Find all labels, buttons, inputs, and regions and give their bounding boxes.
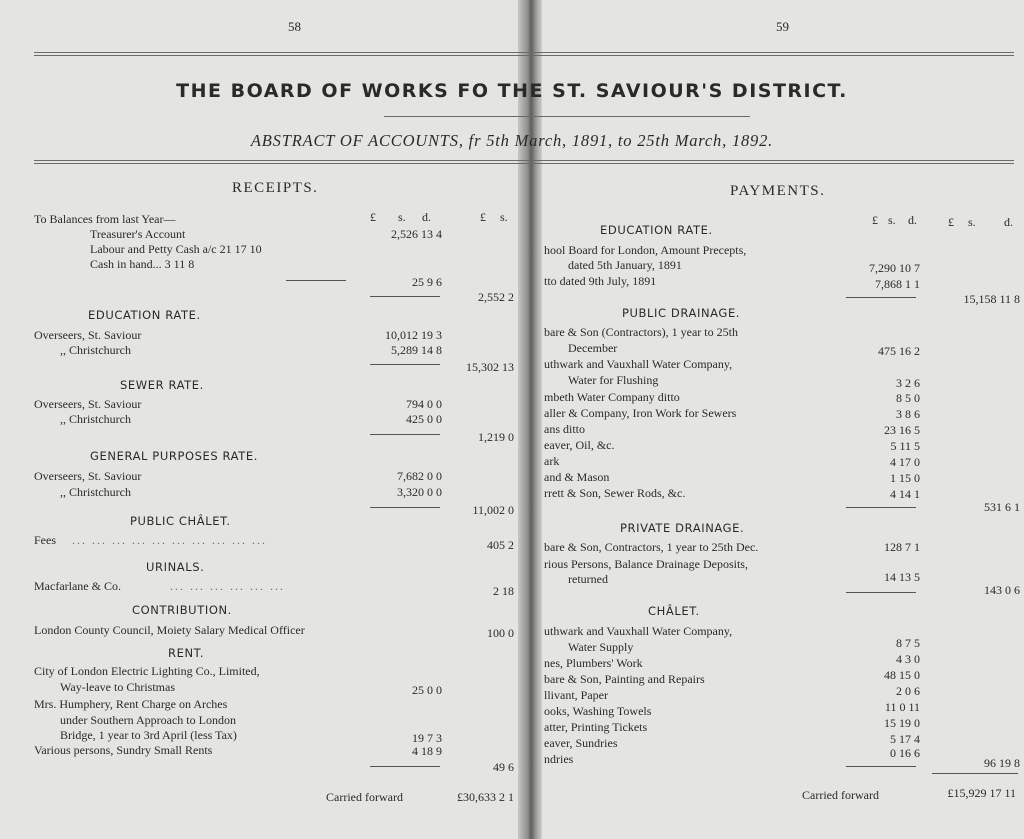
private-drainage-total: 143 0 6: [984, 583, 1020, 597]
chalet-row-label: atter, Printing Tickets: [544, 720, 648, 734]
drainage-row-amount: 475 16 2: [878, 344, 920, 358]
chalet-row-amount: 8 7 5: [896, 636, 920, 650]
drainage-row-label: uthwark and Vauxhall Water Company,: [544, 357, 733, 371]
general-row-amount: 3,320 0 0: [397, 485, 442, 499]
public-drainage-total: 531 6 1: [984, 500, 1020, 514]
book-gutter: [518, 0, 542, 839]
rent-line: Various persons, Sundry Small Rents: [34, 743, 213, 757]
drainage-row-label: December: [568, 341, 618, 355]
drainage-row-label: eaver, Oil, &c.: [544, 438, 615, 452]
fees-label: Fees: [34, 533, 56, 547]
drainage-row-label: ans ditto: [544, 422, 585, 436]
drainage-row-label: mbeth Water Company ditto: [544, 390, 680, 404]
chalet-row-label: uthwark and Vauxhall Water Company,: [544, 624, 733, 638]
chalet-row-amount: 4 3 0: [896, 652, 920, 666]
balances-label: To Balances from last Year—: [34, 212, 176, 226]
rule: [370, 296, 440, 297]
education-line: tto dated 9th July, 1891: [544, 274, 657, 288]
public-drainage-heading: PUBLIC DRAINAGE.: [622, 306, 741, 320]
rule: [370, 766, 440, 767]
rent-amount: 4 18 9: [412, 744, 442, 758]
drainage-row-amount: 23 16 5: [884, 423, 920, 437]
drainage-row-label: bare & Son (Contractors), 1 year to 25th: [544, 325, 738, 339]
sewer-total: 1,219 0: [478, 430, 514, 444]
drainage-row-amount: 3 8 6: [896, 407, 920, 421]
drainage-row-label: Water for Flushing: [568, 373, 659, 387]
rule: [370, 364, 440, 365]
public-chalet-heading: PUBLIC CHÂLET.: [130, 514, 231, 528]
sewer-row-amount: 425 0 0: [406, 412, 442, 426]
contribution-label: London County Council, Moiety Salary Medical Officer: [34, 623, 305, 637]
education-rate-heading: EDUCATION RATE.: [88, 308, 201, 322]
chalet-row-label: nes, Plumbers' Work: [544, 656, 643, 670]
education-row-label: Overseers, St. Saviour: [34, 328, 142, 342]
col-pounds-total: £: [948, 215, 954, 229]
general-purposes-heading: GENERAL PURPOSES RATE.: [90, 449, 258, 463]
payments-carried-total: £15,929 17 11: [947, 786, 1016, 800]
leader-dots: ... ... ... ... ... ...: [170, 579, 285, 593]
sewer-row-amount: 794 0 0: [406, 397, 442, 411]
education-amount: 7,868 1 1: [875, 277, 920, 291]
chalet-total: 96 19 8: [984, 756, 1020, 770]
rent-amount: 19 7 3: [412, 731, 442, 745]
rent-line: Bridge, 1 year to 3rd April (less Tax): [60, 728, 237, 742]
page-number-left: 58: [288, 19, 301, 34]
leader-dots: ... ... ... ... ... ... ... ... ... ...: [72, 533, 267, 547]
rule: [932, 773, 1018, 774]
general-row-label: ,, Christchurch: [60, 485, 131, 499]
private-drainage-line: rious Persons, Balance Drainage Deposits,: [544, 557, 748, 571]
document-title: THE BOARD OF WORKS FO THE ST. SAVIOUR'S DISTRICT.: [176, 80, 848, 102]
col-shillings-total: s.: [500, 210, 508, 224]
general-total: 11,002 0: [472, 503, 514, 517]
private-drainage-heading: PRIVATE DRAINAGE.: [620, 521, 745, 535]
chalet-row-amount: 15 19 0: [884, 716, 920, 730]
col-pence-total: d.: [1004, 215, 1013, 229]
rule: [846, 507, 916, 508]
chalet-row-amount: 0 16 6: [890, 746, 920, 760]
page-number-right: 59: [776, 19, 789, 34]
chalet-row-label: Water Supply: [568, 640, 634, 654]
drainage-row-amount: 5 11 5: [890, 439, 920, 453]
private-drainage-amount: 128 7 1: [884, 540, 920, 554]
balances-total: 2,552 2: [478, 290, 514, 304]
treasurer-amount: 2,526 13 4: [391, 227, 442, 241]
receipts-carried-total: £30,633 2 1: [457, 790, 514, 804]
drainage-row-amount: 4 14 1: [890, 487, 920, 501]
rule: [846, 297, 916, 298]
header-rule-top: [34, 52, 1014, 53]
fees-total: 405 2: [487, 538, 514, 552]
urinals-label: Macfarlane & Co.: [34, 579, 121, 593]
rent-line: Mrs. Humphery, Rent Charge on Arches: [34, 697, 228, 711]
treasurer-label: Treasurer's Account: [90, 227, 186, 241]
rule: [286, 280, 346, 281]
rent-heading: RENT.: [168, 646, 205, 660]
sewer-row-label: ,, Christchurch: [60, 412, 131, 426]
col-shillings: s.: [888, 213, 896, 227]
rent-line: under Southern Approach to London: [60, 713, 236, 727]
rent-line: Way-leave to Christmas: [60, 680, 176, 694]
labour-petty-cash: Labour and Petty Cash a/c 21 17 10: [90, 242, 262, 256]
education-line: dated 5th January, 1891: [568, 258, 682, 272]
chalet-row-amount: 48 15 0: [884, 668, 920, 682]
private-drainage-line: bare & Son, Contractors, 1 year to 25th Dec.: [544, 540, 759, 554]
col-pounds: £: [872, 213, 878, 227]
header-rule-top-2: [34, 55, 1014, 56]
private-drainage-amount: 14 13 5: [884, 570, 920, 584]
cash-in-hand: Cash in hand... 3 11 8: [90, 257, 195, 271]
carried-forward-label: Carried forward: [802, 788, 879, 802]
contribution-heading: CONTRIBUTION.: [132, 603, 232, 617]
col-pounds: £: [370, 210, 376, 224]
drainage-row-amount: 8 5 0: [896, 391, 920, 405]
chalet-row-label: ooks, Washing Towels: [544, 704, 652, 718]
col-pence: d.: [422, 210, 431, 224]
drainage-row-label: and & Mason: [544, 470, 610, 484]
contribution-total: 100 0: [487, 626, 514, 640]
education-amount: 7,290 10 7: [869, 261, 920, 275]
header-rule-bottom-2: [34, 163, 1014, 164]
drainage-row-label: aller & Company, Iron Work for Sewers: [544, 406, 737, 420]
chalet-row-label: bare & Son, Painting and Repairs: [544, 672, 705, 686]
sewer-row-label: Overseers, St. Saviour: [34, 397, 142, 411]
col-pounds-total: £: [480, 210, 486, 224]
title-underline: [384, 116, 750, 117]
rent-amount: 25 0 0: [412, 683, 442, 697]
chalet-row-amount: 2 0 6: [896, 684, 920, 698]
drainage-row-amount: 4 17 0: [890, 455, 920, 469]
rent-total: 49 6: [493, 760, 514, 774]
private-drainage-line: returned: [568, 572, 608, 586]
col-shillings: s.: [398, 210, 406, 224]
education-line: hool Board for London, Amount Precepts,: [544, 243, 747, 257]
urinals-total: 2 18: [493, 584, 514, 598]
drainage-row-label: ark: [544, 454, 560, 468]
receipts-heading: RECEIPTS.: [232, 180, 319, 196]
rule: [370, 507, 440, 508]
education-row-amount: 5,289 14 8: [391, 343, 442, 357]
rule: [370, 434, 440, 435]
education-row-label: ,, Christchurch: [60, 343, 131, 357]
chalet-row-label: ndries: [544, 752, 574, 766]
chalet-row-amount: 11 0 11: [884, 700, 920, 714]
general-row-amount: 7,682 0 0: [397, 469, 442, 483]
col-shillings-total: s.: [968, 215, 976, 229]
education-rate-heading: EDUCATION RATE.: [600, 223, 713, 237]
cash-subtotal: 25 9 6: [412, 275, 442, 289]
urinals-heading: URINALS.: [146, 560, 205, 574]
payments-heading: PAYMENTS.: [730, 183, 826, 199]
drainage-row-label: rrett & Son, Sewer Rods, &c.: [544, 486, 686, 500]
chalet-row-label: llivant, Paper: [544, 688, 608, 702]
carried-forward-label: Carried forward: [326, 790, 403, 804]
chalet-row-label: eaver, Sundries: [544, 736, 618, 750]
sewer-rate-heading: SEWER RATE.: [120, 378, 204, 392]
education-payments-total: 15,158 11 8: [963, 292, 1020, 306]
rule: [846, 766, 916, 767]
drainage-row-amount: 3 2 6: [896, 376, 920, 390]
rule: [846, 592, 916, 593]
header-rule-bottom: [34, 160, 1014, 161]
rent-line: City of London Electric Lighting Co., Limited,: [34, 664, 260, 678]
education-row-amount: 10,012 19 3: [385, 328, 442, 342]
drainage-row-amount: 1 15 0: [890, 471, 920, 485]
document-subtitle: ABSTRACT OF ACCOUNTS, fr 5th March, 1891, to 25th March, 1892.: [250, 131, 774, 150]
chalet-heading: CHÂLET.: [648, 604, 700, 618]
chalet-row-amount: 5 17 4: [890, 732, 920, 746]
col-pence: d.: [908, 213, 917, 227]
education-total: 15,302 13: [466, 360, 514, 374]
general-row-label: Overseers, St. Saviour: [34, 469, 142, 483]
